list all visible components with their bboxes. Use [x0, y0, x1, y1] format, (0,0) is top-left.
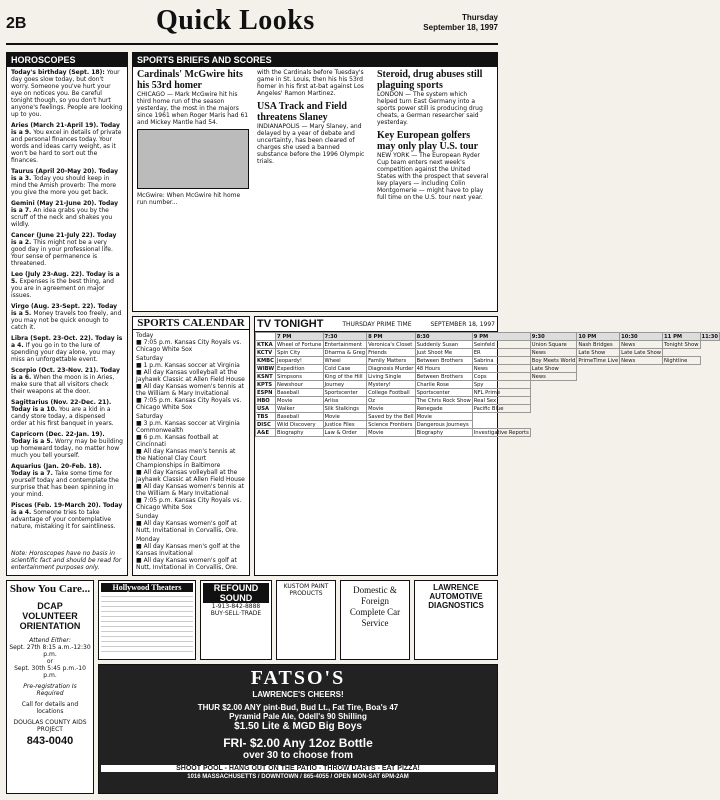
kustom-name: KUSTOM PAINT PRODUCTS — [283, 583, 329, 597]
horoscope-text: If you go in to the lure of spending your day alone, you may miss an unforgettable event. — [11, 342, 116, 363]
tv-time: 9 PM — [472, 333, 530, 341]
tv-program: Baseball — [276, 389, 323, 397]
horoscope-sign: Virgo (Aug. 23-Sept. 22). Today is a 5. — [11, 303, 118, 317]
tv-sub: THURSDAY PRIME TIME — [342, 321, 412, 328]
tv-channel: KTKA — [256, 341, 276, 349]
tv-time: 9:30 — [530, 333, 577, 341]
sports-heading: SPORTS BRIEFS AND SCORES — [133, 53, 497, 67]
tv-program: Wheel of Fortune — [277, 341, 322, 348]
tv-program: Sportscenter — [415, 389, 472, 397]
tv-program: News — [530, 373, 577, 381]
tv-program: Suddenly Susan — [415, 341, 472, 349]
tv-program: 48 Hours — [415, 365, 472, 373]
fatsos-name: FATSO'S — [250, 667, 346, 689]
tv-program: Living Single — [367, 373, 415, 381]
horoscope-text: Your day goes slow today, but don't worry. Someone you've hurt your eye on notices you. Be careful tonight though, so you don't hurt anyone's feelings. People are looking up to you. — [11, 69, 123, 118]
tv-program: Cops — [472, 373, 530, 381]
tv-program: Just Shoot Me — [415, 349, 472, 357]
tv-program: Spy — [472, 381, 530, 389]
tv-program: Jeopardy! — [276, 357, 323, 365]
sports-col-2 — [253, 67, 373, 208]
horoscope-text: This might not be a very good day in your professional life. Your sense of permanence is threatened. — [11, 239, 113, 267]
fatsos-address: 1016 MASSACHUSETTS / DOWNTOWN / 865-4055 / OPEN MON-SAT 6PM-2AM — [187, 774, 409, 780]
tv-program: Boy Meets World — [531, 357, 576, 364]
tv-channel-row — [256, 349, 720, 357]
tv-channel-row — [256, 341, 720, 349]
horoscope-text: Worry may be building up homeward today, no matter how much you tell yourself. — [11, 438, 123, 459]
tv-header — [255, 317, 497, 332]
issue-date-text: September 18, 1997 — [423, 23, 498, 32]
horoscope-text: Today you should keep in mind the Amish proverb: The more you give the more you get back. — [11, 175, 117, 196]
horoscope-text: You excel in details of private and personal finances today. Your words and ideas carry weight, as it won't be hard to sort out the finances. — [11, 129, 122, 164]
calendar-event: ■ All day Kansas women's tennis at the William & Mary Invitational — [136, 483, 244, 497]
tv-time: 11:30 — [701, 333, 719, 340]
tv-program: Real Sex — [472, 397, 530, 405]
tv-program: Newshour — [276, 381, 323, 389]
issue-date — [423, 13, 498, 33]
tv-program: Investigative Reports — [473, 429, 529, 436]
tv-program: PrimeTime Live — [578, 357, 619, 364]
calendar-heading: SPORTS CALENDAR — [133, 317, 249, 330]
showcare-title: Show You Care... — [9, 583, 91, 595]
tv-program: News — [620, 341, 663, 349]
tv-program: The Chris Rock Show — [416, 397, 471, 404]
tv-time: 7 PM — [276, 333, 323, 341]
calendar-event: ■ All day Kansas volleyball at the Jayhawk Classic at Allen Field House — [136, 469, 245, 483]
tv-program: Saved by the Bell — [368, 413, 414, 420]
story-4-text: NEW YORK — The European Ryder Cup team enters next week's competition against the United States with the prospect that several key players — including Colin Montgomerie — might have to play full time on the U.S. tour next year. — [377, 152, 489, 201]
tv-program: Science Frontiers — [367, 421, 415, 429]
calendar-event: ■ 3 p.m. Kansas soccer at Virginia Commonwealth — [136, 420, 240, 434]
horoscope-item — [7, 67, 127, 120]
horoscopes-heading: HOROSCOPES — [7, 53, 127, 67]
tv-channel: KSNT — [256, 373, 276, 381]
tv-channel: WIBW — [257, 365, 275, 372]
horoscope-list — [7, 67, 127, 532]
tv-program: Friends — [367, 349, 415, 357]
story-2-text: INDIANAPOLIS — Mary Slaney, and delayed by a year of debate and uncertainty, has been cleared of charges she used a banned substance before the 1996 Olympic trials. — [257, 123, 365, 165]
tv-program: Simpsons — [276, 373, 323, 381]
tv-program: Movie — [367, 429, 415, 437]
tv-channel-row — [256, 357, 720, 365]
showcare-call: Call for details and locations — [21, 701, 79, 715]
tv-channel: KCTV — [256, 349, 276, 357]
tv-program: Nightline — [663, 357, 700, 365]
issue-day: Thursday — [461, 13, 498, 22]
tv-program: Late Late Show — [621, 349, 662, 356]
showcare-prereg: Pre-registration Is Required — [23, 683, 77, 697]
horoscope-text: When the moon is in Aries, make sure that all visitors check their weapons at the door. — [11, 374, 115, 395]
calendar-event: ■ 6 p.m. Kansas football at Cincinnati — [136, 434, 219, 448]
tv-listings-box — [254, 316, 719, 576]
tv-channel: ESPN — [256, 389, 276, 397]
calendar-day: Today — [136, 332, 154, 339]
horoscope-sign: Scorpio (Oct. 23-Nov. 21). Today is a 6. — [11, 367, 120, 381]
tv-heading: TV TONIGHT — [257, 318, 324, 330]
calendar-day: Saturday — [136, 355, 164, 362]
story-3-text: LONDON — The system which helped turn East Germany into a sports power still is producing drug cheats, a German researcher said yesterday. — [377, 91, 483, 126]
tv-program: Dangerous Journeys — [415, 421, 472, 429]
tv-program: Between Brothers — [415, 357, 472, 365]
tv-date: SEPTEMBER 18, 1997 — [430, 321, 495, 328]
tv-program: Entertainment — [323, 341, 367, 349]
fatsos-sub: LAWRENCE'S CHEERS! — [252, 690, 344, 699]
lawrence-name: LAWRENCE AUTOMOTIVE DIAGNOSTICS — [428, 583, 484, 610]
tv-program: News — [472, 365, 530, 373]
calendar-event: ■ All day Kansas women's tennis at the William & Mary Invitational — [136, 383, 244, 397]
showcare-attend: Attend Either: — [29, 637, 71, 644]
horoscope-text: Someone tries to take advantage of your contemplative nature, mistaking it for saintliness. — [11, 509, 116, 530]
photo-caption: McGwire: When McGwire hit home run number... — [137, 192, 241, 206]
lawrence-ad — [414, 580, 498, 660]
story-1-text: CHICAGO — Mark McGwire hit his third home run of the season yesterday, the most in the majors since 1961 when Roger Maris had 61 and Mickey Mantle had 54. — [137, 91, 249, 126]
tv-program: Movie — [415, 413, 472, 421]
tv-program: Wild Discovery — [276, 421, 323, 429]
showcare-phone: 843-0040 — [26, 735, 74, 747]
horoscope-item — [7, 301, 127, 333]
tv-program: Nash Bridges — [577, 341, 620, 349]
tv-channel-row — [256, 429, 720, 437]
hollywood-name: Hollywood Theaters — [101, 583, 193, 592]
calendar-event: ■ All day Kansas women's golf at Nutt, Invitational in Corvallis, Ore. — [136, 557, 238, 571]
tv-channel-row — [256, 365, 720, 373]
tv-channel-row — [256, 421, 720, 429]
domestic-text: Domestic & Foreign Complete Car Service — [349, 585, 401, 628]
tv-program: Renegade — [415, 405, 472, 413]
horoscope-sign: Aquarius (Jan. 20-Feb. 18). Today is a 7. — [11, 463, 102, 477]
tv-program: Wheel — [323, 357, 367, 365]
tv-program: Arliss — [323, 397, 367, 405]
showcare-sponsor: DOUGLAS COUNTY AIDS PROJECT — [13, 719, 87, 733]
tv-program: Seinfeld — [472, 341, 530, 349]
tv-program: Biography — [415, 429, 472, 437]
horoscope-text: An idea grabs you by the scruff of the neck and shakes you wildly. — [11, 207, 113, 228]
horoscope-item — [7, 120, 127, 166]
horoscope-sign: Pisces (Feb. 19-March 20). Today is a 4. — [11, 502, 123, 516]
tv-program: King of the Hill — [323, 373, 367, 381]
horoscope-text: You are a kid in a candy store today, a dispensed order at his first banquet in years. — [11, 406, 114, 427]
showcare-date-2: Sept. 30th 5:45 p.m.-10 p.m. — [14, 665, 86, 679]
showcare-ad — [6, 580, 94, 794]
tv-program: Baseball — [276, 413, 323, 421]
tv-channel-row — [256, 405, 720, 413]
tv-program: News — [530, 349, 577, 357]
tv-corner — [256, 333, 276, 341]
horoscope-item — [7, 166, 127, 198]
tv-program: Dharma & Greg — [324, 349, 366, 356]
hollywood-listings — [101, 592, 193, 656]
horoscope-item — [7, 397, 127, 429]
tv-time: 7:30 — [323, 333, 367, 341]
tv-program: Late Show — [530, 365, 577, 373]
tv-channel: USA — [256, 405, 276, 413]
tv-program: Pacific Blue — [472, 405, 530, 413]
tv-program: Family Matters — [367, 357, 415, 365]
calendar-event: ■ All day Kansas men's tennis at the National Clay Court Championships in Baltimore — [136, 448, 236, 469]
calendar-event: ■ All day Kansas women's golf at Nutt, Invitational in Corvallis, Ore. — [136, 520, 238, 534]
tv-channel: A&E — [256, 429, 276, 437]
tv-program: Movie — [367, 405, 415, 413]
refound-ad — [200, 580, 272, 660]
sports-calendar-box — [132, 316, 250, 576]
tv-program: Sabrina — [472, 357, 530, 365]
mcgwire-photo — [137, 129, 249, 189]
horoscope-item — [7, 198, 127, 230]
tv-program: Silk Stalkings — [323, 405, 367, 413]
tv-grid — [255, 332, 720, 437]
calendar-event: ■ 1 p.m. Kansas soccer at Virginia — [136, 362, 240, 369]
horoscope-item — [7, 365, 127, 397]
tv-program: ER — [472, 349, 530, 357]
tv-program: Cold Case — [323, 365, 367, 373]
horoscope-sign: Capricorn (Dec. 22-Jan. 19). Today is a 5. — [11, 431, 105, 445]
calendar-day: Sunday — [136, 513, 159, 520]
tv-program: Movie — [276, 397, 323, 405]
horoscope-item — [7, 230, 127, 269]
horoscope-text: Take some time for yourself today and contemplate the surprise that has been spinning in your mind. — [11, 470, 119, 498]
tv-time: 8 PM — [367, 333, 415, 341]
refound-phone: 1-913-842-8888 — [211, 603, 261, 610]
tv-program: Walker — [276, 405, 323, 413]
page-header — [6, 5, 498, 45]
tv-program: Tonight Show — [664, 341, 699, 348]
horoscope-sign: Gemini (May 21-June 20). Today is a 7. — [11, 200, 119, 214]
tv-program: Law & Order — [323, 429, 367, 437]
tv-time-row — [256, 333, 720, 341]
horoscope-sign: Sagittarius (Nov. 22-Dec. 21). Today is a 10. — [11, 399, 112, 413]
tv-channel-row — [256, 381, 720, 389]
calendar-day: Saturday — [136, 413, 164, 420]
tv-channel-row — [256, 397, 720, 405]
story-3-title: Steroid, drug abuses still plaguing sports — [377, 69, 483, 91]
story-1-continued: with the Cardinals before Tuesday's game in St. Louis, then his his 53rd homer in his first at-bat against Los Angeles' Ramon Martinez. — [257, 69, 364, 97]
horoscope-sign: Leo (July 23-Aug. 22). Today is a 5. — [11, 271, 120, 285]
tv-program: Journey — [323, 381, 367, 389]
tv-time: 10:30 — [620, 333, 663, 341]
horoscope-item — [7, 461, 127, 500]
fatsos-promo-4: FRI- $2.00 Any 12oz Bottle — [223, 736, 373, 750]
calendar-list — [133, 330, 249, 571]
horoscope-item — [7, 269, 127, 301]
tv-time: 8:30 — [415, 333, 472, 341]
horoscope-sign: Cancer (June 21-July 22). Today is a 2. — [11, 232, 117, 246]
tv-time: 11 PM — [663, 333, 700, 341]
tv-channel: TBS — [256, 413, 276, 421]
story-4-title: Key European golfers may only play U.S. tour — [377, 130, 479, 152]
tv-program: College Football — [367, 389, 415, 397]
tv-channel: KMBC — [257, 357, 274, 364]
calendar-event: ■ 7:05 p.m. Kansas City Royals vs. Chicago White Sox — [136, 339, 242, 353]
sports-col-1 — [133, 67, 253, 208]
tv-program: Union Square — [530, 341, 577, 349]
story-1-title: Cardinals' McGwire hits his 53rd homer — [137, 69, 243, 91]
tv-time: 10 PM — [577, 333, 620, 341]
fatsos-ad — [98, 664, 498, 794]
sports-col-3 — [373, 67, 493, 208]
calendar-day: Monday — [136, 536, 160, 543]
tv-program: Sportscenter — [323, 389, 367, 397]
tv-program: News — [620, 357, 663, 365]
fatsos-promo-5: over 30 to choose from — [242, 750, 354, 761]
tv-program: Movie — [323, 413, 367, 421]
refound-name: REFOUND SOUND — [203, 583, 269, 603]
horoscope-sign: Today's birthday (Sept. 18): — [11, 69, 107, 76]
tv-program: NFL Prime — [472, 389, 530, 397]
tv-program: Mystery! — [367, 381, 415, 389]
tv-channel-row — [256, 389, 720, 397]
section-number: 2B — [6, 15, 27, 32]
tv-channel: KPTS — [256, 381, 276, 389]
tv-program: Between Brothers — [415, 373, 472, 381]
tv-program: Late Show — [577, 349, 620, 357]
tv-program: Expedition — [276, 365, 323, 373]
showcare-date-1: Sept. 27th 8:15 a.m.-12:30 p.m. — [9, 644, 91, 658]
horoscope-item — [7, 500, 127, 532]
calendar-event: ■ All day Kansas volleyball at the Jayhawk Classic at Allen Field House — [136, 369, 245, 383]
horoscope-text: Money travels too freely, and you may not be quick enough to catch it. — [11, 310, 122, 331]
tv-channel-row — [256, 413, 720, 421]
horoscope-item — [7, 333, 127, 365]
tv-program: Diagnosis Murder — [368, 365, 414, 372]
showcare-org: DCAP VOLUNTEER ORIENTATION — [19, 601, 81, 631]
domestic-ad — [340, 580, 410, 660]
showcare-or: or — [46, 658, 54, 665]
horoscope-sign: Taurus (April 20-May 20). Today is a 3. — [11, 168, 118, 182]
tv-channel-row — [256, 373, 720, 381]
fatsos-promo-6: SHOOT POOL - HANG OUT ON THE PATIO - THROW DARTS - EAT PIZZA! — [101, 765, 495, 772]
fatsos-promo-3: $1.50 Lite & MGD Big Boys — [234, 721, 362, 732]
calendar-event: ■ 7:05 p.m. Kansas City Royals vs. Chicago White Sox — [136, 397, 242, 411]
tv-program: Justice Files — [323, 421, 367, 429]
fatsos-promo-2: Pyramid Pale Ale, Odell's 90 Shilling — [229, 712, 367, 721]
horoscope-item — [7, 429, 127, 461]
horoscopes-box — [6, 52, 128, 576]
kustom-ad — [276, 580, 336, 660]
hollywood-ad — [98, 580, 196, 660]
tv-channel: HBO — [256, 397, 276, 405]
horoscope-sign: Libra (Sept. 23-Oct. 22). Today is a 4. — [11, 335, 123, 349]
calendar-event: ■ 7:05 p.m. Kansas City Royals vs. Chicago White Sox — [136, 497, 242, 511]
page-title: Quick Looks — [156, 5, 315, 36]
sports-briefs-box — [132, 52, 498, 312]
tv-program: Biography — [276, 429, 323, 437]
refound-line: BUY·SELL·TRADE — [210, 610, 262, 617]
tv-program: Oz — [367, 397, 415, 405]
tv-program: Charlie Rose — [415, 381, 472, 389]
horoscope-sign: Aries (March 21-April 19). Today is a 9. — [11, 122, 120, 136]
fatsos-promo-1: THUR $2.00 ANY pint-Bud, Bud Lt., Fat Tire, Boa's 47 — [197, 703, 399, 712]
story-2-title: USA Track and Field threatens Slaney — [257, 101, 347, 123]
tv-channel: DISC — [256, 421, 276, 429]
horoscope-note: Note: Horoscopes have no basis in scientific fact and should be read for entertainment purposes only. — [11, 550, 122, 571]
tv-program: Spin City — [276, 349, 323, 357]
calendar-event: ■ All day Kansas men's golf at the Kansas Invitational — [136, 543, 240, 557]
tv-program: Veronica's Closet — [367, 341, 415, 349]
horoscope-text: Expenses is the best thing, and you are in agreement on major issues. — [11, 278, 114, 299]
